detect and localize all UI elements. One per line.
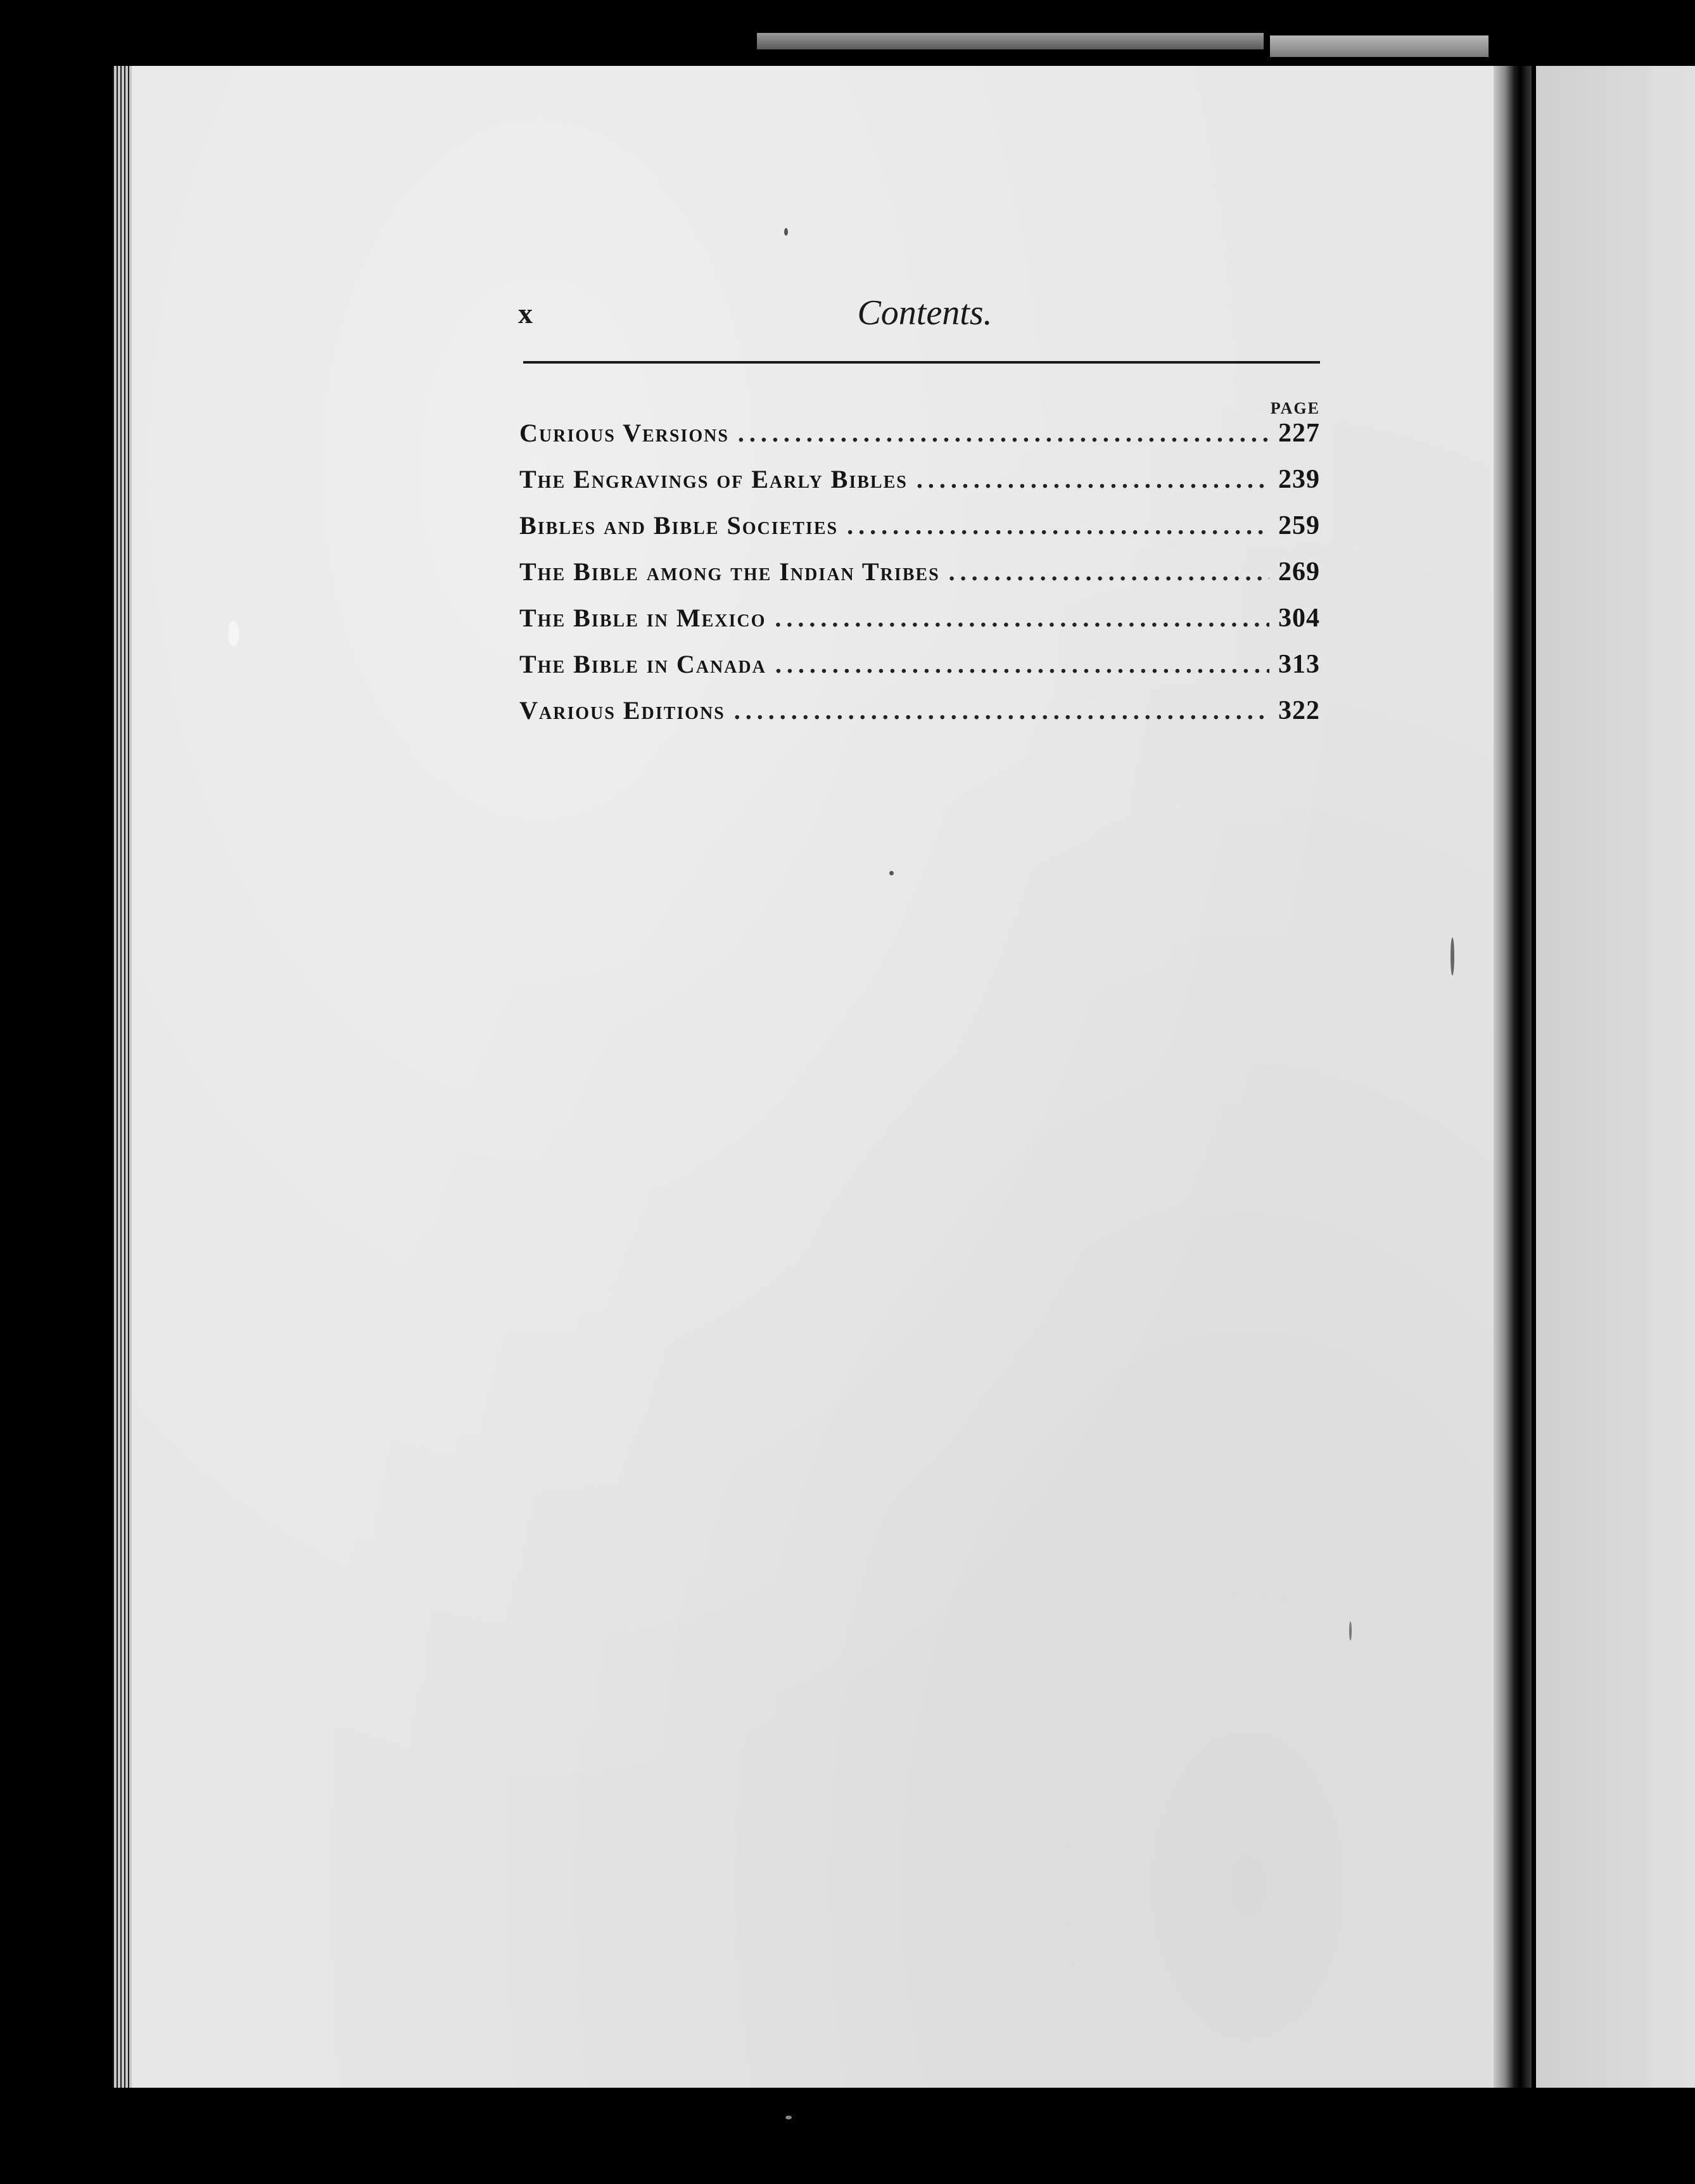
dot-leader bbox=[775, 603, 1269, 633]
dot-leader bbox=[775, 649, 1269, 679]
dot-leader bbox=[738, 418, 1269, 448]
header-rule bbox=[523, 361, 1320, 364]
contents-list bbox=[519, 418, 1320, 742]
scan-top-strip bbox=[757, 33, 1264, 49]
contents-entry bbox=[519, 649, 1320, 695]
entry-title: The Bible in Mexico bbox=[519, 604, 766, 632]
contents-entry bbox=[519, 418, 1320, 464]
entry-title: The Engravings of Early Bibles bbox=[519, 465, 908, 493]
scan-speck bbox=[1349, 1622, 1352, 1641]
dot-leader bbox=[949, 557, 1269, 587]
dot-leader bbox=[734, 695, 1269, 725]
scan-speck bbox=[784, 228, 788, 236]
entry-page: 259 bbox=[1278, 511, 1320, 540]
contents-entry bbox=[519, 603, 1320, 649]
page-column-label: PAGE bbox=[1270, 399, 1320, 417]
page-folio: x bbox=[518, 297, 533, 329]
dot-leader bbox=[917, 464, 1269, 494]
dot-leader bbox=[847, 511, 1269, 540]
entry-title: The Bible in Canada bbox=[519, 650, 766, 678]
scan-speck bbox=[785, 2116, 792, 2119]
entry-page: 304 bbox=[1278, 604, 1320, 633]
running-head: Contents. bbox=[857, 293, 993, 333]
facing-page-edge bbox=[1536, 66, 1695, 2088]
scan-speck bbox=[1451, 937, 1454, 975]
entry-page: 227 bbox=[1278, 419, 1320, 448]
scan-top-strip-right bbox=[1270, 35, 1489, 57]
entry-page: 313 bbox=[1278, 650, 1320, 679]
entry-title: Curious Versions bbox=[519, 419, 729, 447]
entry-page: 322 bbox=[1278, 696, 1320, 725]
contents-entry bbox=[519, 695, 1320, 742]
book-page bbox=[113, 66, 1532, 2088]
scan-speck bbox=[228, 621, 239, 646]
contents-entry bbox=[519, 464, 1320, 511]
page-edges bbox=[113, 66, 132, 2088]
entry-page: 269 bbox=[1278, 557, 1320, 587]
scan-speck bbox=[889, 871, 894, 875]
entry-title: Bibles and Bible Societies bbox=[519, 511, 839, 540]
contents-entry bbox=[519, 511, 1320, 557]
book-gutter bbox=[1494, 66, 1532, 2088]
entry-page: 239 bbox=[1278, 465, 1320, 494]
entry-title: The Bible among the Indian Tribes bbox=[519, 557, 940, 586]
entry-title: Various Editions bbox=[519, 696, 725, 725]
contents-entry bbox=[519, 557, 1320, 603]
